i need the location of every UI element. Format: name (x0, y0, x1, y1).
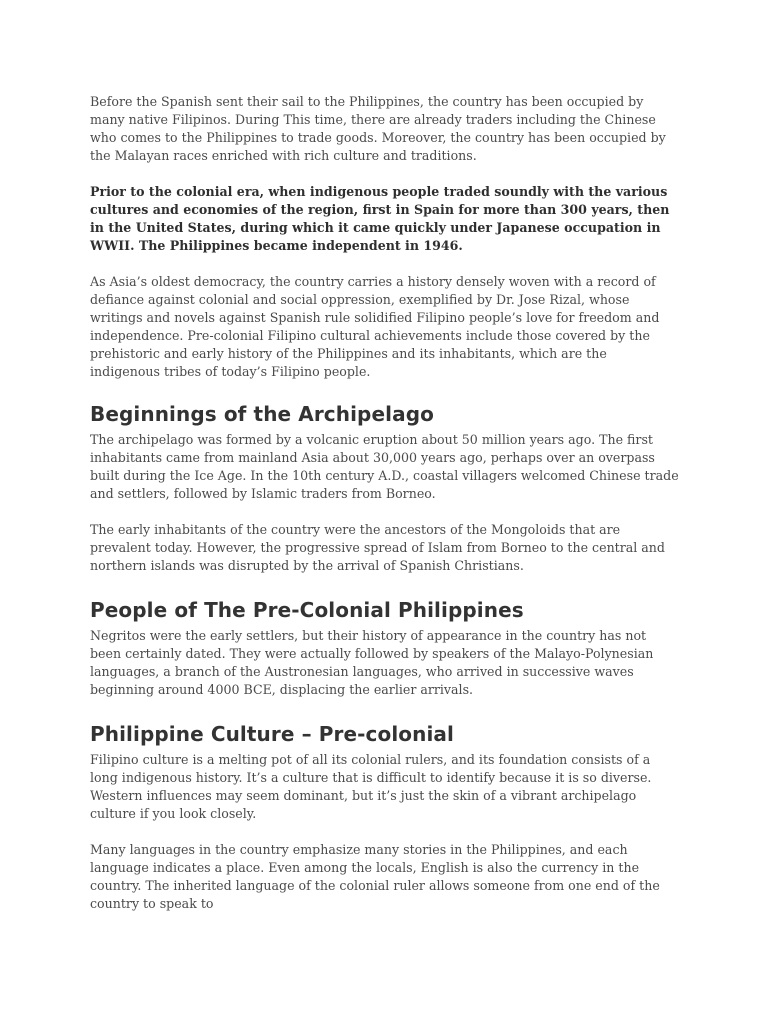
section-heading-culture: Philippine Culture – Pre-colonial (90, 722, 454, 746)
beginnings-paragraph-2: The early inhabitants of the country were the ancestors of the Mongoloids that are prevalent today. However, the progressive spread of Islam from Borneo to the central and northern islands was disrupted by the arrival of Spanish Christians. (90, 522, 665, 573)
culture-paragraph-2: Many languages in the country emphasize many stories in the Philippines, and each language indicates a place. Even among the locals, English is also the currency in the country. The inherited language of the colonial ruler allows someone from one end of the country to speak to (90, 842, 660, 911)
people-paragraph-1: Negritos were the early settlers, but their history of appearance in the country has not been certainly dated. They were actually followed by speakers of the Malayo-Polynesian languages, a branch of the Austronesian languages, who arrived in successive waves beginning around 4000 BCE, displacing the earlier arrivals. (90, 628, 654, 697)
section-heading-beginnings: Beginnings of the Archipelago (90, 402, 434, 426)
culture-paragraph-1: Filipino culture is a melting pot of all its colonial rulers, and its foundation consists of a long indigenous history. It’s a culture that is difficult to identify because it is so diverse. Western influences may seem dominant, but it’s just the skin of a vibrant archipelago culture if you look closely. (90, 752, 652, 821)
beginnings-paragraph-1: The archipelago was formed by a volcanic eruption about 50 million years ago. The first inhabitants came from mainland Asia about 30,000 years ago, perhaps over an overpass built during the Ice Age. In the 10th century A.D., coastal villagers welcomed Chinese trade and settlers, followed by Islamic traders from Borneo. (90, 432, 679, 501)
section-heading-people: People of The Pre-Colonial Philippines (90, 598, 524, 622)
intro-paragraph-3: As Asia’s oldest democracy, the country carries a history densely woven with a record of defiance against colonial and social oppression, exemplified by Dr. Jose Rizal, whose writings and novels against Spanish rule solidified Filipino people’s love for freedom and independence. Pre-colonial Filipino cultural achievements include those covered by the prehistoric and early history of the Philippines and its inhabitants, which are the indigenous tribes of today’s Filipino people. (90, 274, 660, 379)
intro-paragraph-1: Before the Spanish sent their sail to the Philippines, the country has been occupied by many native Filipinos. During This time, there are already traders including the Chinese who comes to the Philippines to trade goods. Moreover, the country has been occupied by the Malayan races enriched with rich culture and traditions. (90, 94, 666, 163)
intro-paragraph-2-bold: Prior to the colonial era, when indigenous people traded soundly with the various cultures and economies of the region, first in Spain for more than 300 years, then in the United States, during which it came quickly under Japanese occupation in WWII. The Philippines became independent in 1946. (90, 184, 670, 253)
document-page (90, 93, 680, 913)
